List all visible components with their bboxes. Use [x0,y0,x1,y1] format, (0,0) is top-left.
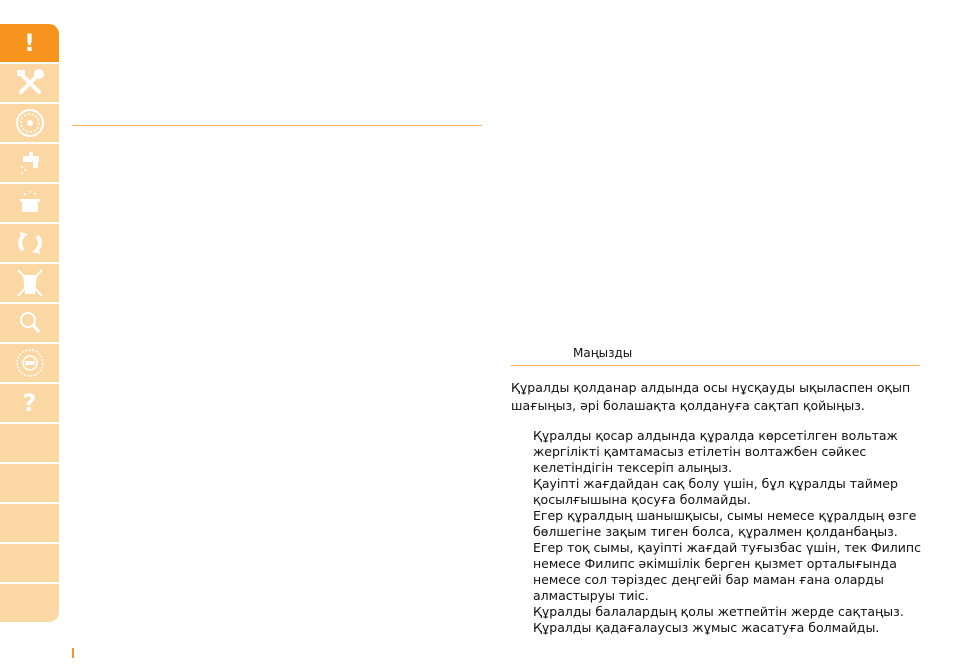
tab-tools[interactable] [0,64,59,102]
tab-troubleshooting[interactable] [0,384,59,422]
crossed-bin-icon [13,266,47,300]
safety-list [533,428,923,636]
question-icon: ? [22,389,37,417]
tab-blank-1[interactable] [0,424,59,462]
tab-environment[interactable] [0,264,59,302]
tab-blank-2[interactable] [0,464,59,502]
cooking-pot-icon [13,186,47,220]
tab-blank-5[interactable] [0,584,59,622]
list-item: Егер тоқ сымы, қауіпті жағдай туғызбас үшін, тек Филипс немесе Филипс әкімшілік берген қызмет орталығында немесе сол тәріздес деңгейі бар маман ғана оларды алмастыруы тиіс. [533,540,921,603]
section-heading: Маңызды [573,346,633,360]
list-item: Құралды қадағалаусыз жұмыс жасатуға болмайды. [533,620,880,635]
tools-icon [13,66,47,100]
tab-search[interactable] [0,304,59,342]
tab-blank-4[interactable] [0,544,59,582]
guarantee-seal-icon [13,346,47,380]
important-icon: ! [24,29,35,57]
tab-important[interactable] [0,24,59,62]
blade-disc-icon [13,106,47,140]
tab-blank-3[interactable] [0,504,59,542]
list-item: Қауіпті жағдайдан сақ болу үшін, бұл құралды таймер қосылғышына қосуға болмайды. [533,476,898,507]
section-divider [511,365,920,366]
recycle-arrows-icon [13,226,47,260]
tab-cooking[interactable] [0,184,59,222]
list-item: Егер құралдың шанышқысы, сымы немесе құралдың өзге бөлшегіне зақым тиген болса, құралмен қолданбаңыз. [533,508,917,539]
list-item: Құралды балалардың қолы жетпейтін жерде сақтаңыз. [533,604,904,619]
top-divider [72,125,482,126]
magnifier-icon [13,306,47,340]
tab-guarantee[interactable] [0,344,59,382]
tab-disc[interactable] [0,104,59,142]
tab-cleaning[interactable] [0,144,59,182]
intro-paragraph: Құралды қолданар алдында осы нұсқауды ықыласпен оқып шағыңыз, әрі болашақта қолдануға сақтап қойыңыз. [511,380,911,413]
tab-storage[interactable] [0,224,59,262]
page-corner-mark [72,648,74,658]
list-item: Құралды қосар алдында құралда көрсетілген вольтаж жергілікті қамтамасыз етілетін волтажбен сәйкес келетіндігін тексеріп алыңыз. [533,428,898,475]
faucet-icon [13,146,47,180]
